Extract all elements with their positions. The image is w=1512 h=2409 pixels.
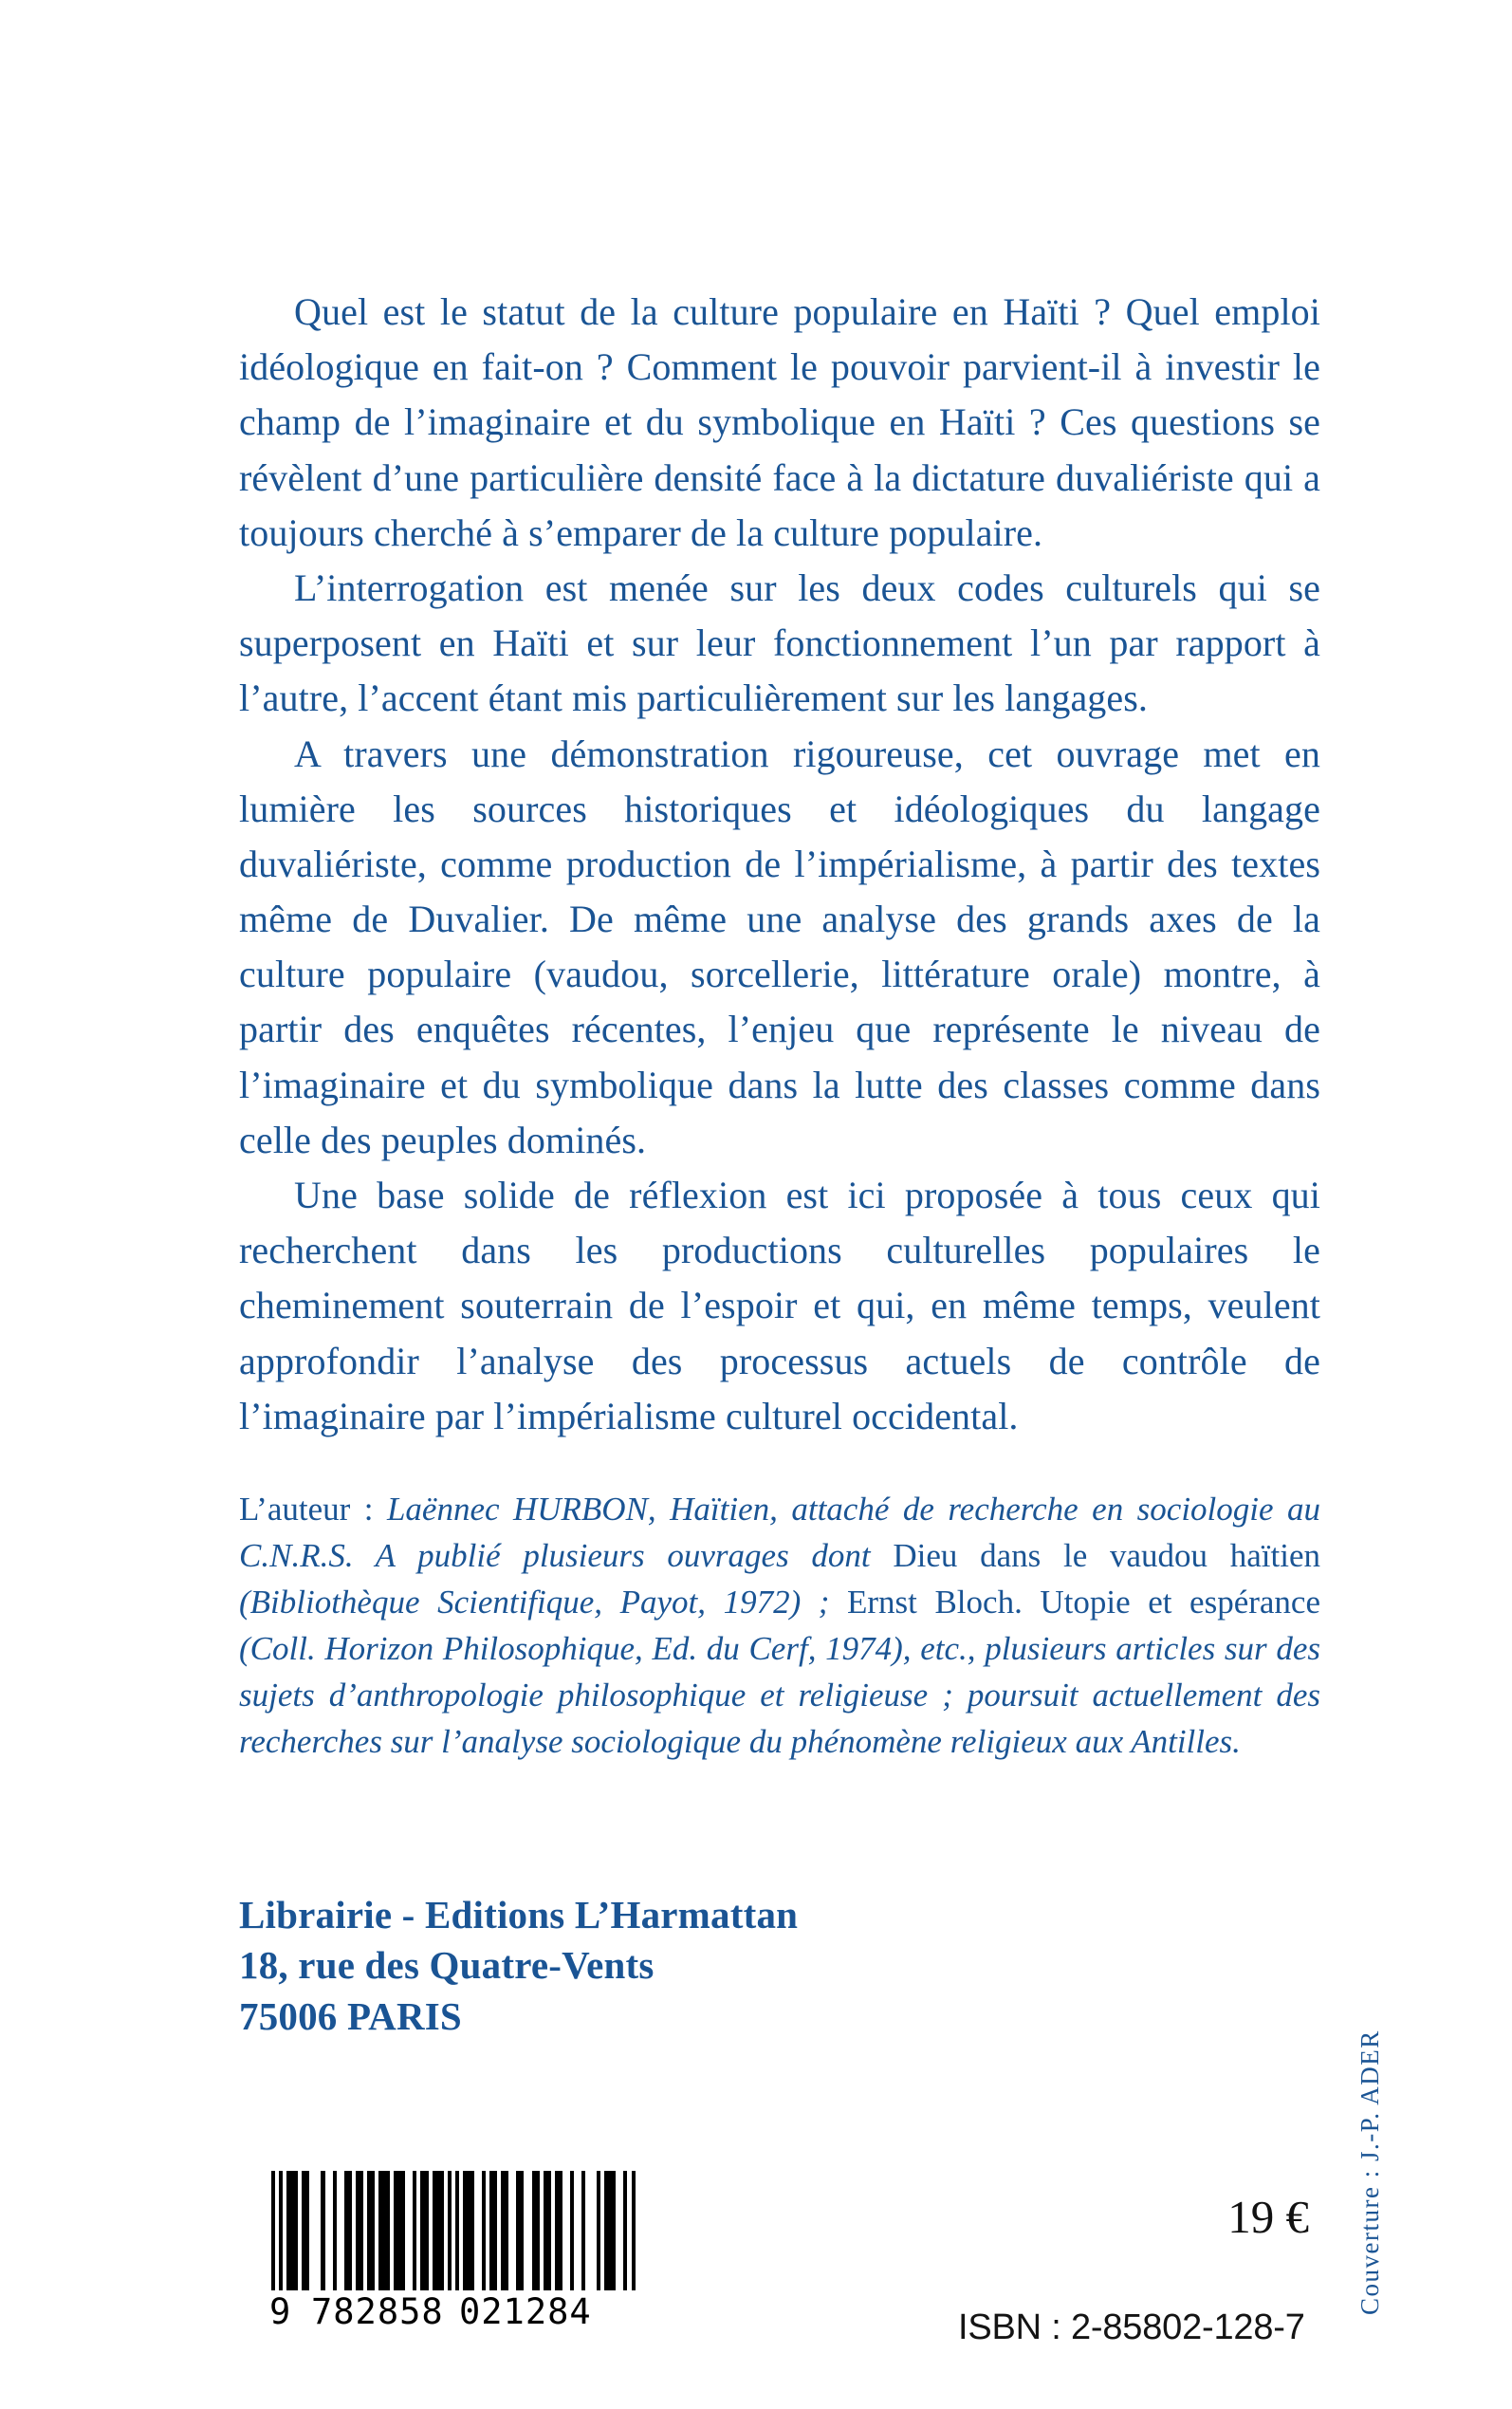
author-note-segment-4: Ernst Bloch. Utopie et espérance	[847, 1584, 1320, 1621]
barcode-digits	[271, 2290, 636, 2332]
barcode-group-2: 021284	[459, 2291, 592, 2332]
author-note-segment-3: (Bibliothèque Scientifique, Payot, 1972) ;	[239, 1584, 848, 1621]
blurb-paragraph-2: L’interrogation est menée sur les deux codes culturels qui se superposent en Haïti et sur leur fonctionnement l’un par rapport à l’autre, l’accent étant mis particulièrement sur les langages.	[239, 565, 1320, 720]
publisher-name: Librairie - Editions L’Harmattan	[239, 1893, 799, 1936]
blurb-text-block	[239, 285, 1320, 1444]
publisher-street: 18, rue des Quatre-Vents	[239, 1943, 655, 1988]
barcode-block	[271, 2171, 636, 2332]
blurb-paragraph-1: Quel est le statut de la culture populaire en Haïti ? Quel emploi idéologique en fait-on ? Comment le pouvoir parvient-il à investir le champ de l’imaginaire et du symbolique en Haïti ? Ces questions se révèlent d’une particulière densité face à la dictature duvaliériste qui a toujours cherché à s’emparer de la culture populaire.	[239, 290, 1320, 554]
blurb-paragraph-3: A travers une démonstration rigoureuse, cet ouvrage met en lumière les sources historiques et idéologiques du langage duvaliériste, comme production de l’impérialisme, à partir des textes même de Duvalier. De même une analyse des grands axes de la culture populaire (vaudou, sorcellerie, littérature orale) montre, à partir des enquêtes récentes, l’enjeu que représente le niveau de l’imaginaire et du symbolique dans la lutte des classes comme dans celle des peuples dominés.	[239, 732, 1320, 1161]
cover-credit-text: Couverture : J.-P. ADER	[1355, 2029, 1384, 2315]
author-note-segment-5: (Coll. Horizon Philosophique, Ed. du Cerf, 1974), etc., plusieurs articles sur des sujets d’anthropologie philosophique et religieuse ; poursuit actuellement des recherches sur l’analyse sociologique du phénomène religieux aux Antilles.	[239, 1630, 1320, 1760]
publisher-block	[239, 1890, 798, 2042]
author-note	[239, 1486, 1320, 1765]
price-label: 19 €	[1227, 2191, 1309, 2243]
author-note-segment-1: Laënnec HURBON, Haïtien, attaché de recherche en sociologie au C.N.R.S. A publié plusieurs ouvrages dont	[239, 1491, 1321, 1574]
author-note-segment-2: Dieu dans le vaudou haïtien	[893, 1537, 1321, 1574]
publisher-city: 75006 PARIS	[239, 1993, 462, 2038]
author-note-label: L’auteur :	[239, 1491, 387, 1528]
isbn-label: ISBN : 2-85802-128-7	[958, 2307, 1305, 2347]
barcode-group-1: 782858	[311, 2291, 444, 2332]
cover-credit-container	[1355, 1879, 1404, 2315]
blurb-paragraph-4: Une base solide de réflexion est ici proposée à tous ceux qui recherchent dans les productions culturelles populaires le cheminement souterrain de l’espoir et qui, en même temps, veulent approfondir l’analyse des processus actuels de contrôle de l’imaginaire par l’impérialisme culturel occidental.	[239, 1174, 1320, 1437]
price-container	[1227, 2190, 1391, 2244]
barcode-left-digit: 9	[269, 2291, 291, 2332]
